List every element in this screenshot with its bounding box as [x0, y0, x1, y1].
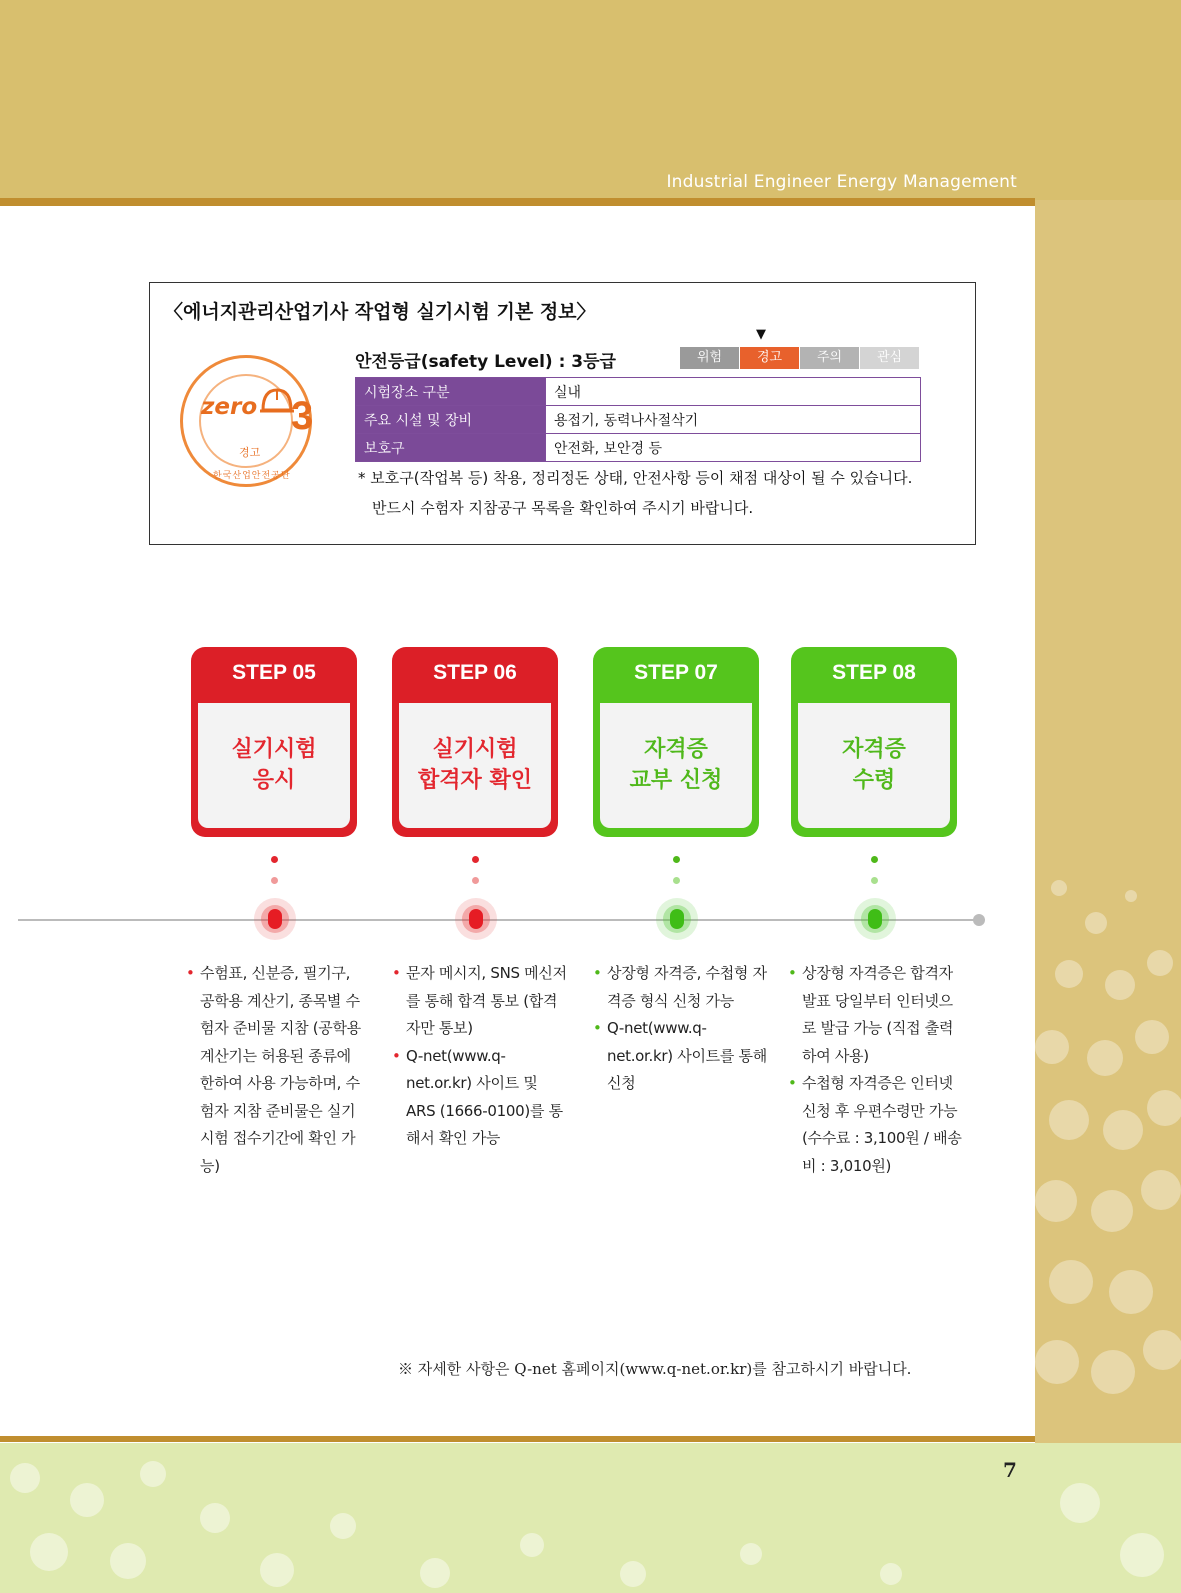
step-08-details	[788, 960, 966, 1180]
connector-dot	[673, 877, 680, 884]
badge-level-label: 경고	[239, 446, 261, 459]
list-item	[392, 1043, 570, 1153]
step-title: 자격증 수령	[842, 736, 906, 793]
list-item	[186, 960, 364, 1180]
step-body	[399, 703, 551, 828]
bullet-icon: •	[392, 1046, 401, 1065]
list-item	[392, 960, 570, 1043]
bullet-icon: •	[593, 964, 602, 982]
footer-note: ※ 자세한 사항은 Q-net 홈페이지(www.q-net.or.kr)를 참고하시기 바랍니다.	[398, 1360, 912, 1378]
item-text: 문자 메시지, SNS 메신저를 통해 합격 통보 (합격자만 통보)	[406, 964, 567, 1037]
item-text: 상장형 자격증, 수첩형 자격증 형식 신청 가능	[607, 964, 767, 1010]
step-05-details	[186, 960, 364, 1180]
step-05-card	[191, 647, 357, 837]
connector-dot	[271, 877, 278, 884]
row-value: 용접기, 동력나사절삭기	[546, 406, 921, 434]
table-row	[356, 378, 921, 406]
right-decoration	[1035, 200, 1181, 1593]
connector-dot	[472, 877, 479, 884]
list-item	[788, 1070, 966, 1180]
step-body	[798, 703, 950, 828]
helmet-icon	[259, 386, 295, 416]
item-text: Q-net(www.q-net.or.kr) 사이트를 통해 신청	[607, 1019, 767, 1092]
level-marker-icon: ▼	[756, 327, 766, 342]
connector-dot	[871, 877, 878, 884]
step-07-details	[593, 960, 771, 1098]
step-06-details	[392, 960, 570, 1153]
item-text: 상장형 자격증은 합격자 발표 당일부터 인터넷으로 발급 가능 (직접 출력하여 사용)	[802, 964, 954, 1065]
step-heading: STEP 05	[232, 661, 316, 684]
item-text: Q-net(www.q-net.or.kr) 사이트 및 ARS (1666-0100)를 통해서 확인 가능	[406, 1046, 563, 1147]
list-item	[788, 960, 966, 1070]
table-row	[356, 434, 921, 462]
connector-dot	[673, 856, 680, 863]
safety-level-label: 안전등급(safety Level) : 3등급	[355, 352, 616, 372]
step-06-card	[392, 647, 558, 837]
row-key: 주요 시설 및 장비	[356, 406, 546, 434]
timeline-end-dot	[973, 914, 985, 926]
page-number: 7	[1003, 1458, 1017, 1482]
bullet-icon: •	[186, 964, 195, 982]
step-title: 자격증 교부 신청	[629, 736, 723, 793]
safety-level-scale	[680, 347, 920, 369]
header-divider	[0, 198, 1035, 206]
exam-info-table	[355, 377, 921, 462]
connector-dot	[871, 856, 878, 863]
level-interest: 관심	[860, 347, 920, 369]
timeline-node-08	[854, 898, 896, 940]
level-warning: 경고	[740, 347, 800, 369]
badge-brand: zero	[201, 394, 258, 420]
table-row	[356, 406, 921, 434]
header-band	[0, 0, 1181, 200]
item-text: 수험표, 신분증, 필기구, 공학용 계산기, 종목별 수험자 준비물 지참 (공학용 계산기는 허용된 종류에 한하여 사용 가능하며, 수험자 지참 준비물은 실기시험 접수기간에 확인 가능)	[200, 964, 361, 1175]
footer-divider	[0, 1436, 1035, 1442]
timeline-node-05	[254, 898, 296, 940]
step-body	[600, 703, 752, 828]
header-title: Industrial Engineer Energy Management	[666, 172, 1017, 192]
step-title: 실기시험 응시	[231, 736, 317, 793]
note-line-1: * 보호구(작업복 등) 착용, 정리정돈 상태, 안전사항 등이 채점 대상이 될 수 있습니다.	[358, 469, 913, 487]
bullet-icon: •	[788, 1074, 797, 1092]
step-title: 실기시험 합격자 확인	[418, 736, 532, 793]
item-text: 수첩형 자격증은 인터넷 신청 후 우편수령만 가능 (수수료 : 3,100원 / 배송비 : 3,010원)	[802, 1074, 962, 1175]
timeline-node-06	[455, 898, 497, 940]
step-heading: STEP 08	[832, 661, 916, 684]
row-key: 시험장소 구분	[356, 378, 546, 406]
step-07-card	[593, 647, 759, 837]
list-item	[593, 960, 771, 1015]
note-line-2: 반드시 수험자 지참공구 목록을 확인하여 주시기 바랍니다.	[372, 499, 754, 517]
list-item	[593, 1015, 771, 1098]
bullet-icon: •	[392, 964, 401, 982]
level-danger: 위험	[680, 347, 740, 369]
bullet-icon: •	[788, 964, 797, 982]
row-value: 실내	[546, 378, 921, 406]
badge-level-number: 3	[291, 394, 314, 438]
timeline-line	[18, 919, 978, 921]
level-caution: 주의	[800, 347, 860, 369]
row-key: 보호구	[356, 434, 546, 462]
step-08-card	[791, 647, 957, 837]
connector-dot	[271, 856, 278, 863]
exam-info-box	[149, 282, 976, 545]
safety-level-badge	[180, 355, 312, 487]
timeline-node-07	[656, 898, 698, 940]
step-heading: STEP 07	[634, 661, 718, 684]
step-body	[198, 703, 350, 828]
step-heading: STEP 06	[433, 661, 517, 684]
info-box-title: 〈에너지관리산업기사 작업형 실기시험 기본 정보〉	[164, 301, 596, 323]
bullet-icon: •	[593, 1019, 602, 1037]
connector-dot	[472, 856, 479, 863]
row-value: 안전화, 보안경 등	[546, 434, 921, 462]
badge-organization: 한국산업안전공단	[213, 471, 291, 481]
